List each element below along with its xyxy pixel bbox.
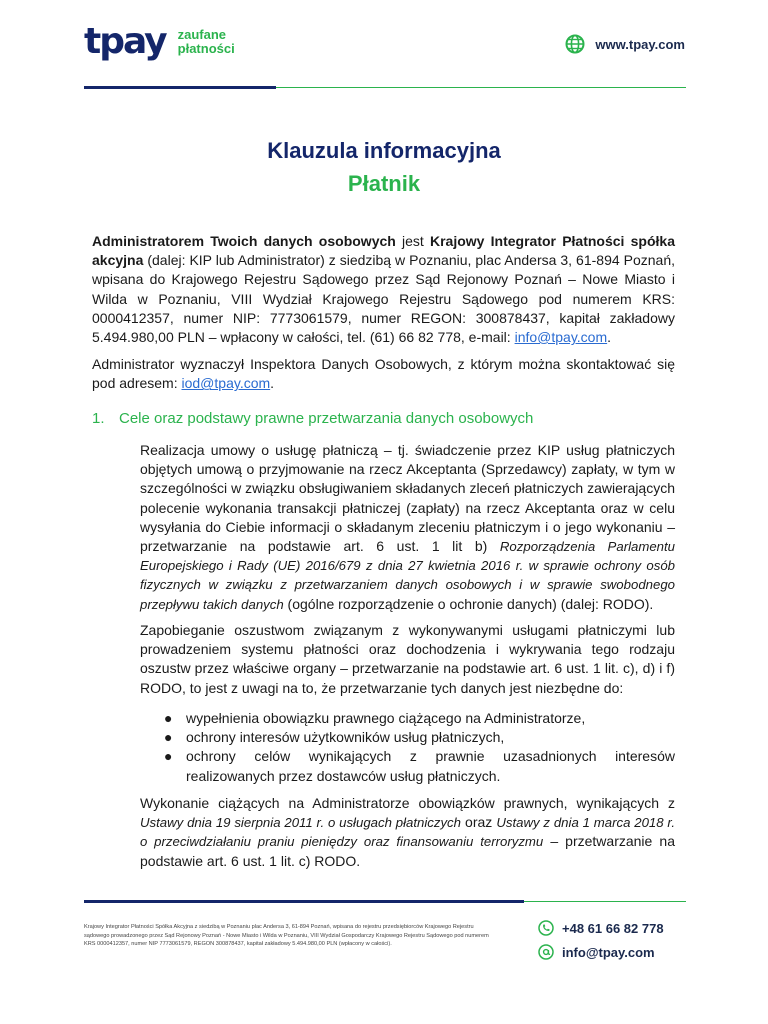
footer-divider xyxy=(84,900,686,903)
tpay-logo xyxy=(84,22,235,62)
purpose-bullet-list xyxy=(158,709,675,786)
list-item: ● wypełnienia obowiązku prawnego ciążącego na Administratorze, xyxy=(158,709,675,728)
tagline-line2: płatności xyxy=(177,41,235,56)
section-paragraph-fraud: Zapobieganie oszustwom związanym z wykonywanymi usługami płatniczymi lub prowadzeniem systemu płatności oraz dochodzenia i wykrywania tego rodzaju oszustw przez właściwe organy – przetwarzanie na podstawie art. 6 ust. 1 lit. c), d) i f) RODO, to jest z uwagi na to, że przetwarzanie tych danych jest niezbędne do: xyxy=(140,622,675,696)
bullet-icon: ● xyxy=(164,729,173,746)
section-paragraph-legal-obligations: Wykonanie ciążących na Administratorze obowiązków prawnych, wynikających z Ustawy dnia 19 sierpnia 2011 r. o usługach płatniczych oraz Ustawy z dnia 1 marca 2018 r. o przeciwdziałaniu praniu pieniędzy oraz finansowaniu terroryzmu – przetwarzanie na podstawie art. 6 ust. 1 lit. c) RODO. xyxy=(140,795,675,869)
intro-paragraph-administrator: Administratorem Twoich danych osobowych jest Krajowy Integrator Płatności spółka akcyjna (dalej: KIP lub Administrator) z siedzibą w Poznaniu, plac Andersa 3, 61-894 Poznań, wpisana do Krajowego Rejestru Sądowego przez Sąd Rejonowy Poznań – Nowe Miasto i Wilda w Poznaniu, VIII Wydział Krajowego Rejestru Sądowego pod numerem KRS: 0000412357, numer NIP: 7773061579, numer REGON: 300878437, kapitał zakładowy 5.494.980,00 PLN – wpłacony w całości, tel. (61) 66 82 778, e-mail: info@tpay.com. xyxy=(92,233,675,346)
section-heading xyxy=(92,410,533,427)
section-paragraph-contract: Realizacja umowy o usługę płatniczą – tj. świadczenie przez KIP usług płatniczych objętych umową o przyjmowanie na rzecz Akceptanta (Sprzedawcy) zapłaty, w tym w szczególności w związku obsługiwaniem składanych zleceń płatniczych zawierających polecenie wykonania transakcji płatniczej (zapłaty) na rzecz Akceptanta oraz w celu wysyłania do Ciebie informacji o składanym zleceniu płatniczym i o jego wykonaniu – przetwarzanie na podstawie art. 6 ust. 1 lit b) Rozporządzenia Parlamentu Europejskiego i Rady (UE) 2016/679 z dnia 27 kwietnia 2016 r. w sprawie ochrony osób fizycznych w związku z przetwarzaniem danych osobowych i w sprawie swobodnego przepływu takich danych (ogólne rozporządzenie o ochronie danych) (dalej: RODO). xyxy=(140,442,675,612)
intro-paragraph-iod: Administrator wyznaczył Inspektora Danych Osobowych, z którym można skontaktować się pod adresem: iod@tpay.com. xyxy=(92,356,675,392)
page-title: Klauzula informacyjna xyxy=(267,138,501,163)
footer-email-text: info@tpay.com xyxy=(562,944,655,960)
logo-wordmark: tpay xyxy=(84,21,166,62)
website-text: www.tpay.com xyxy=(595,36,685,52)
footer-legal-text: Krajowy Integrator Płatności Spółka Akcyjna z siedzibą w Poznaniu plac Andersa 3, 61-894 Poznań, wpisana do rejestru przedsiębiorców Krajowego Rejestru sądowego prowadzonego przez Sąd Rejonowy Poznań - Nowe Miasto i Wilda w Poznaniu, VIII Wydział Gospodarczy Krajowego Rejestru Sądowego pod numerem KRS 0000412357, numer NIP 7773061579, REGON 300878437, kapitał zakładowy 5.494.980,00 PLN (wpłacony w całości). xyxy=(84,924,489,948)
header-website[interactable] xyxy=(565,34,685,54)
footer-phone[interactable] xyxy=(538,920,664,936)
admin-label: Administratorem Twoich danych osobowych xyxy=(92,233,396,249)
rodo-citation: Rozporządzenia Parlamentu Europejskiego i Rady (UE) 2016/679 z dnia 27 kwietnia 2016 r. w sprawie ochrony osób fizycznych w związku z przetwarzaniem danych osobowych i w sprawie swobodnego przepływu takich danych xyxy=(140,539,675,612)
tagline-line1: zaufane xyxy=(177,27,227,42)
list-item: ● ochrony interesów użytkowników usług płatniczych, xyxy=(158,728,675,747)
page-subtitle: Płatnik xyxy=(347,171,421,196)
footer-email[interactable] xyxy=(538,944,655,960)
header-divider xyxy=(84,86,686,89)
bullet-icon: ● xyxy=(164,748,173,765)
section-title: Cele oraz podstawy prawne przetwarzania danych osobowych xyxy=(119,410,534,427)
footer-phone-text: +48 61 66 82 778 xyxy=(562,920,664,936)
globe-icon xyxy=(565,34,585,54)
phone-icon xyxy=(538,920,554,936)
company-name: Krajowy Integrator Płatności spółka akcyjna xyxy=(92,233,675,269)
logo-tagline xyxy=(178,28,235,56)
info-email-link[interactable]: info@tpay.com xyxy=(514,329,608,346)
section-number: 1. xyxy=(92,410,105,427)
bullet-icon: ● xyxy=(164,710,173,726)
list-item: ● ochrony celów wynikających z prawnie uzasadnionych interesów realizowanych przez dostawców usług płatniczych. xyxy=(164,748,675,784)
at-icon xyxy=(538,944,554,960)
iod-email-link[interactable]: iod@tpay.com xyxy=(181,375,271,392)
